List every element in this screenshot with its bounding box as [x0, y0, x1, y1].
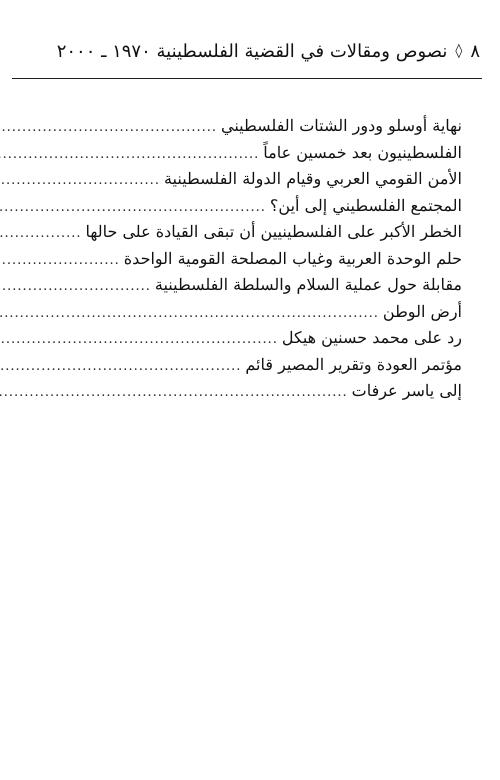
- toc-entry-title: رد على محمد حسنين هيكل: [281, 328, 462, 347]
- dot-leader: [0, 120, 217, 135]
- toc-entry-title: حلم الوحدة العربية وغياب المصلحة القومية الواحدة: [123, 248, 462, 268]
- toc-entry[interactable]: [28, 328, 462, 355]
- toc-entry-title: إلى ياسر عرفات: [351, 381, 462, 400]
- toc-entry-title: أرض الوطن: [382, 301, 462, 321]
- header-divider: [12, 78, 482, 79]
- toc-entry-title: الفلسطينيون بعد خمسين عاماً: [263, 142, 462, 162]
- toc-entry-title: الأمن القومي العربي وقيام الدولة الفلسطينية: [163, 169, 462, 188]
- dot-leader: [0, 359, 241, 374]
- toc-entry[interactable]: [28, 116, 462, 143]
- dot-leader: [0, 226, 81, 241]
- page-number: ٨: [470, 40, 480, 62]
- dot-leader: [0, 147, 259, 162]
- toc-entry-title: الخطر الأكبر على الفلسطينيين أن تبقى القيادة على حالها: [85, 222, 462, 241]
- dot-leader: [0, 279, 151, 294]
- table-of-contents: [28, 116, 462, 408]
- toc-entry-title: مقابلة حول عملية السلام والسلطة الفلسطينية: [154, 275, 462, 294]
- toc-entry-title: مؤتمر العودة وتقرير المصير قائم: [245, 354, 462, 374]
- toc-entry[interactable]: [28, 302, 462, 329]
- book-title: نصوص ومقالات في القضية الفلسطينية ١٩٧٠ ـ ٢٠٠٠: [56, 40, 448, 62]
- dot-leader: [0, 200, 266, 215]
- toc-entry[interactable]: [28, 143, 462, 170]
- toc-entry[interactable]: [28, 249, 462, 276]
- dot-leader: [0, 385, 348, 400]
- toc-entry[interactable]: [28, 169, 462, 196]
- toc-entry-title: نهاية أوسلو ودور الشتات الفلسطيني: [221, 116, 462, 135]
- toc-entry[interactable]: [28, 275, 462, 302]
- toc-entry[interactable]: [28, 381, 462, 408]
- toc-entry[interactable]: [28, 222, 462, 249]
- dot-leader: [0, 332, 278, 347]
- running-header: [18, 36, 480, 66]
- dot-leader: [0, 306, 379, 321]
- dot-leader: [0, 253, 120, 268]
- toc-entry[interactable]: [28, 196, 462, 223]
- toc-entry[interactable]: [28, 355, 462, 382]
- diamond-icon: ◊: [455, 43, 463, 59]
- dot-leader: [0, 173, 160, 188]
- toc-entry-title: المجتمع الفلسطيني إلى أين؟: [269, 195, 462, 215]
